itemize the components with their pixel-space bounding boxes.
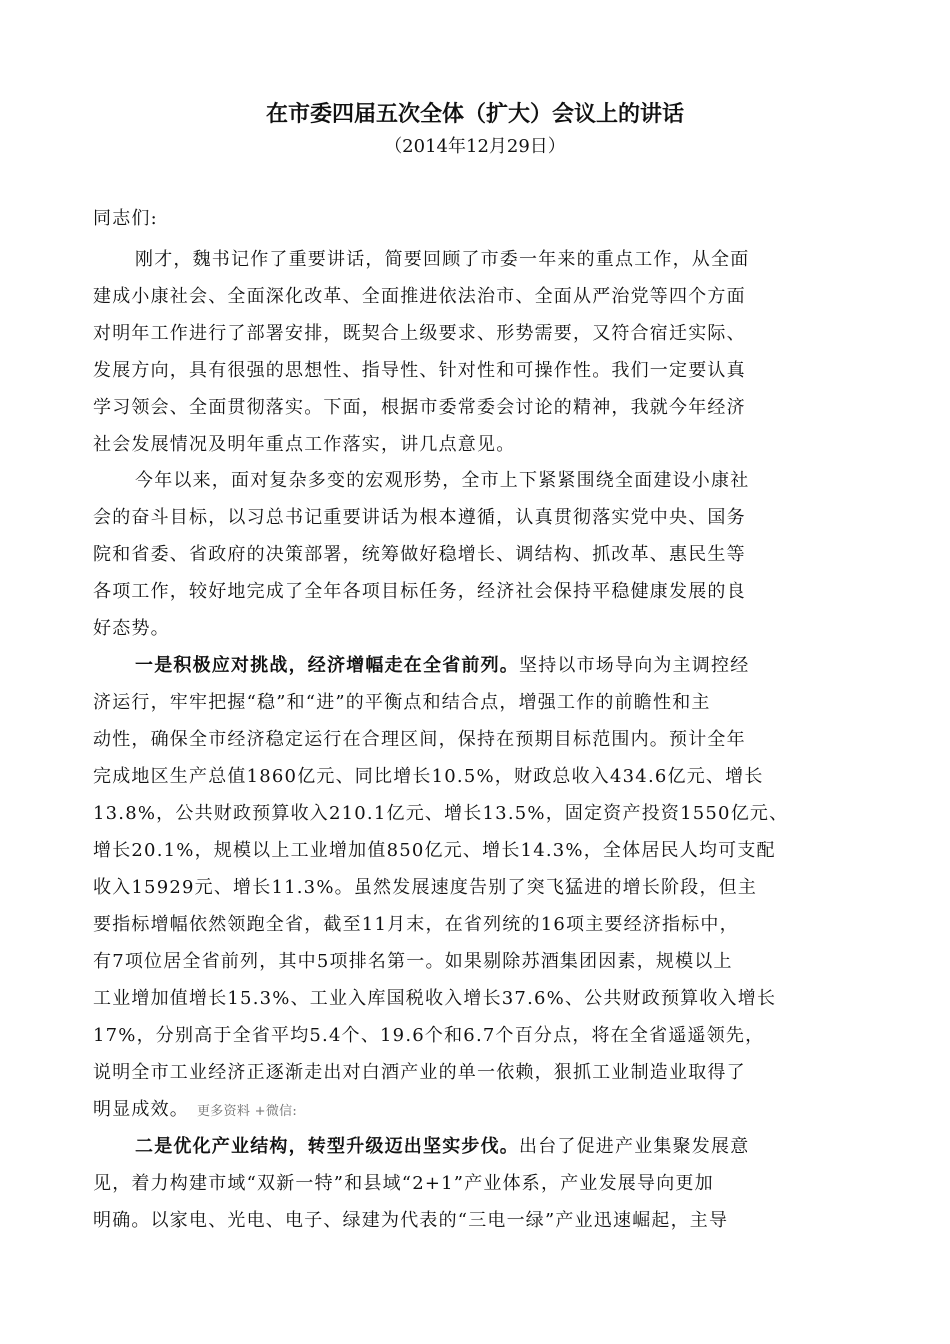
paragraph-text: 出台了促进产业集聚发展意	[519, 1136, 750, 1157]
paragraph-line: 济运行，牢牢把握“稳”和“进”的平衡点和结合点，增强工作的前瞻性和主	[93, 692, 711, 713]
paragraph-line: 社会发展情况及明年重点工作落实，讲几点意见。	[93, 434, 516, 455]
paragraph-line: 收入15929元、增长11.3%。虽然发展速度告别了突飞猛进的增长阶段，但主	[93, 877, 758, 898]
paragraph-line: 动性，确保全市经济稳定运行在合理区间，保持在预期目标范围内。预计全年	[93, 729, 746, 750]
paragraph-line: 各项工作，较好地完成了全年各项目标任务，经济社会保持平稳健康发展的良	[93, 581, 746, 602]
paragraph-line	[93, 1091, 863, 1128]
paragraph-line: 有7项位居全省前列，其中5项排名第一。如果剔除苏酒集团因素，规模以上	[93, 951, 733, 972]
paragraph-text: 坚持以市场导向为主调控经	[519, 655, 750, 676]
paragraph-line: 13.8%，公共财政预算收入210.1亿元、增长13.5%，固定资产投资1550亿元、	[93, 803, 789, 824]
paragraph-line: 明确。以家电、光电、电子、绿建为代表的“三电一绿”产业迅速崛起，主导	[93, 1210, 729, 1231]
paragraph-line: 工业增加值增长15.3%、工业入库国税收入增长37.6%、公共财政预算收入增长	[93, 988, 777, 1009]
paragraph-line: 好态势。	[93, 618, 170, 639]
paragraph-line: 发展方向，具有很强的思想性、指导性、针对性和可操作性。我们一定要认真	[93, 360, 746, 381]
paragraph-line: 建成小康社会、全面深化改革、全面推进依法治市、全面从严治党等四个方面	[93, 286, 746, 307]
section-heading-one: 一是积极应对挑战，经济增幅走在全省前列。	[135, 655, 519, 676]
paragraph-line: 说明全市工业经济正逐渐走出对白酒产业的单一依赖，狠抓工业制造业取得了	[93, 1062, 746, 1083]
paragraph-line: 完成地区生产总值1860亿元、同比增长10.5%，财政总收入434.6亿元、增长	[93, 766, 764, 787]
paragraph-text: 明显成效。	[93, 1099, 189, 1120]
paragraph-line: 今年以来，面对复杂多变的宏观形势，全市上下紧紧围绕全面建设小康社	[135, 470, 750, 491]
paragraph-line	[93, 647, 905, 684]
document-title: 在市委四届五次全体（扩大）会议上的讲话	[265, 101, 684, 127]
section-heading-two: 二是优化产业结构，转型升级迈出坚实步伐。	[135, 1136, 519, 1157]
paragraph-line	[93, 1128, 905, 1165]
watermark-note: 更多资料 +微信:	[197, 1104, 298, 1119]
paragraph-line: 学习领会、全面贯彻落实。下面，根据市委常委会讨论的精神，我就今年经济	[93, 397, 746, 418]
salutation: 同志们:	[93, 208, 158, 229]
document-date: （2014年12月29日）	[384, 136, 566, 157]
paragraph-line: 17%，分别高于全省平均5.4个、19.6个和6.7个百分点，将在全省遥遥领先，	[93, 1025, 765, 1046]
paragraph-line: 对明年工作进行了部署安排，既契合上级要求、形势需要，又符合宿迁实际、	[93, 323, 746, 344]
paragraph-line: 院和省委、省政府的决策部署，统筹做好稳增长、调结构、抓改革、惠民生等	[93, 544, 746, 565]
paragraph-line: 会的奋斗目标，以习总书记重要讲话为根本遵循，认真贯彻落实党中央、国务	[93, 507, 746, 528]
paragraph-line: 要指标增幅依然领跑全省，截至11月末，在省列统的16项主要经济指标中，	[93, 914, 739, 935]
paragraph-line: 刚才，魏书记作了重要讲话，简要回顾了市委一年来的重点工作，从全面	[135, 249, 750, 270]
paragraph-line: 增长20.1%，规模以上工业增加值850亿元、增长14.3%，全体居民人均可支配	[93, 840, 776, 861]
paragraph-line: 见，着力构建市域“双新一特”和县域“2+1”产业体系，产业发展导向更加	[93, 1173, 714, 1194]
